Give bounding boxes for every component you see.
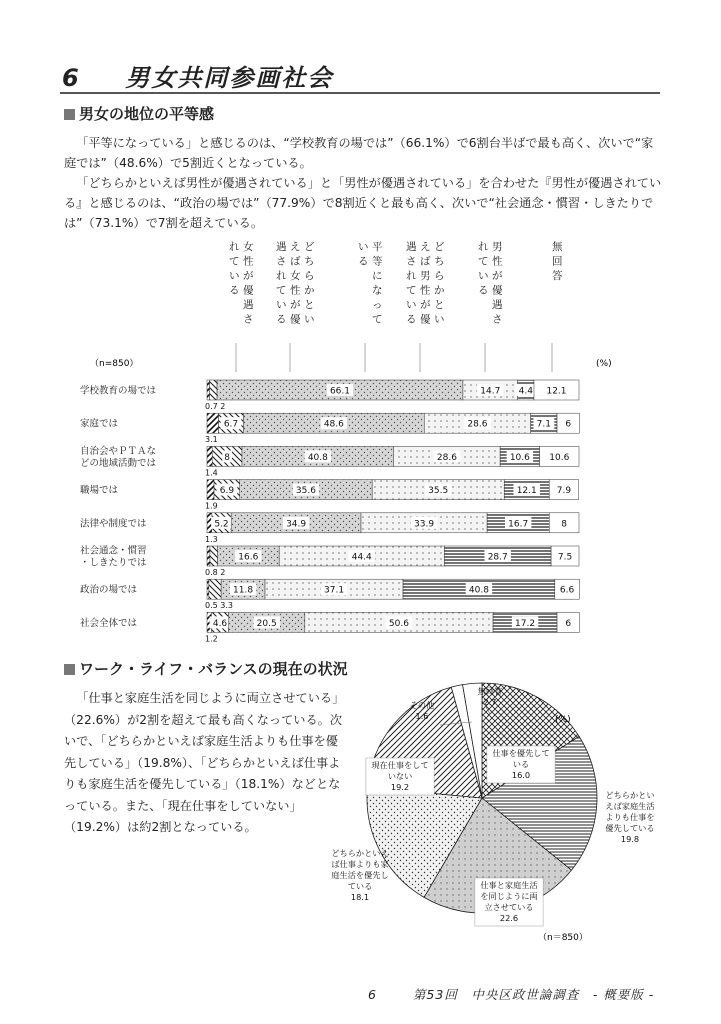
category-label: 法律や制度では bbox=[80, 518, 147, 530]
data-label: 1.2 bbox=[205, 634, 218, 644]
legend-entry bbox=[552, 240, 563, 372]
data-label: 1.3 bbox=[205, 534, 218, 544]
legend-label: 平等になっている bbox=[358, 241, 383, 326]
legend-entry bbox=[358, 241, 383, 372]
data-label: 12.1 bbox=[546, 386, 567, 397]
data-label: 37.1 bbox=[324, 585, 345, 596]
pie-label-text: 仕事を優先している 16.0 bbox=[492, 748, 550, 780]
section-number: 6 bbox=[62, 64, 81, 92]
page-number: 6 bbox=[368, 987, 377, 1002]
paragraph: 「どちらかといえば男性が優遇されている」と「男性が優遇されている」を合わせた『男性が優遇されている』と感じるのは、“政治の場では”（77.9%）で8割近くと最も高く、次いで“社会通念・慣習・しきたりでは”（73.1%）で7割を超えている。 bbox=[64, 176, 662, 230]
category-label: 学校教育の場では bbox=[80, 385, 157, 397]
data-label: 28.6 bbox=[436, 452, 457, 463]
data-label: 6.7 bbox=[223, 419, 239, 430]
data-label: 7.5 bbox=[557, 552, 573, 563]
pie-label-text: 仕事と家庭生活を同じように両立させている 22.6 bbox=[480, 880, 538, 923]
data-label: 16.7 bbox=[508, 519, 529, 530]
data-label: 0.5 3.3 bbox=[205, 601, 233, 611]
footer-title: 第53回 中央区政世論調査 - 概要版 - bbox=[412, 987, 655, 1002]
bar-segment bbox=[207, 579, 209, 599]
data-label: 40.8 bbox=[307, 452, 328, 463]
data-label: 6 bbox=[565, 419, 572, 430]
data-label: 5.2 bbox=[214, 519, 229, 530]
pie-label-text: どちらかといえば仕事よりも家庭生活を優先している 18.1 bbox=[331, 848, 389, 902]
data-label: 1.9 bbox=[205, 501, 218, 511]
data-label: 0.8 2 bbox=[205, 568, 226, 577]
data-label: 34.9 bbox=[286, 519, 307, 530]
pie-label bbox=[475, 878, 543, 926]
pie-label-text: その他 1.6 bbox=[409, 700, 435, 721]
data-label: 11.8 bbox=[233, 585, 254, 596]
unit-label: (%) bbox=[555, 715, 571, 725]
category-label: 家庭では bbox=[80, 418, 119, 430]
unit-label: (%) bbox=[596, 359, 612, 369]
data-label: 33.9 bbox=[414, 519, 435, 530]
data-label: 4.6 bbox=[212, 618, 228, 629]
data-label: 48.6 bbox=[323, 419, 344, 430]
legend-entry bbox=[478, 241, 503, 372]
legend-label: 女性が優遇されている bbox=[229, 241, 254, 326]
data-label: 6.6 bbox=[559, 585, 575, 596]
data-label: 28.6 bbox=[467, 419, 488, 430]
category-label: 職場では bbox=[80, 485, 119, 497]
bar-segment bbox=[209, 579, 221, 599]
data-label: 6 bbox=[565, 618, 572, 629]
legend-entry bbox=[229, 240, 254, 372]
pie-label-text: 現在仕事をしていない 19.2 bbox=[371, 760, 429, 792]
page-footer bbox=[368, 985, 654, 1003]
work-life-balance-pie-chart bbox=[300, 670, 680, 950]
paragraph: 「平等になっている」と感じるのは、“学校教育の場では”（66.1%）で6割台半ばで最も高く、次いで“家庭では”（48.6%）で5割近くとなっている。 bbox=[64, 136, 654, 170]
bar-segment bbox=[207, 446, 212, 466]
legend-label: どちらかといえば女性が優遇されている bbox=[276, 241, 315, 326]
bar-segment bbox=[207, 480, 214, 500]
data-label: 44.4 bbox=[351, 552, 372, 563]
subsection-title-status: 男女の地位の平等感 bbox=[64, 103, 214, 124]
bar-segment bbox=[207, 380, 210, 400]
data-label: 40.8 bbox=[468, 585, 489, 596]
pie-label bbox=[331, 848, 388, 902]
section-rule bbox=[60, 92, 660, 94]
data-label: 16.6 bbox=[238, 552, 259, 563]
subsection-title-wlb: ワーク・ライフ・バランスの現在の状況 bbox=[64, 658, 348, 679]
category-label: 社会全体では bbox=[80, 617, 138, 629]
data-label: 35.5 bbox=[428, 486, 449, 497]
data-label: 6.9 bbox=[219, 486, 235, 497]
pie-label-text: どちらかといえば家庭生活よりも仕事を優先している 19.8 bbox=[605, 790, 655, 844]
n-label: （n=850） bbox=[90, 359, 139, 369]
data-label: 50.6 bbox=[388, 618, 409, 629]
data-label: 20.5 bbox=[256, 618, 277, 629]
pie-label bbox=[366, 758, 434, 795]
bar-segment bbox=[207, 546, 210, 566]
data-label: 17.2 bbox=[515, 618, 536, 629]
category-label: 政治の場では bbox=[80, 584, 138, 596]
data-label: 10.6 bbox=[549, 452, 570, 463]
data-label: 1.4 bbox=[205, 468, 218, 478]
data-label: 8 bbox=[561, 519, 567, 530]
data-label: 7.9 bbox=[556, 486, 572, 497]
category-label: 社会通念・慣習・しきたりでは bbox=[80, 545, 147, 569]
bar-segment bbox=[207, 413, 219, 433]
pie-label-text: 無回答 2.7 bbox=[477, 686, 503, 707]
pie-label bbox=[487, 746, 555, 783]
square-bullet-icon bbox=[64, 664, 75, 675]
legend-entry bbox=[276, 241, 315, 372]
data-label: 35.6 bbox=[295, 486, 316, 497]
bar-segment bbox=[210, 546, 217, 566]
category-label: 自治会やＰＴＡなどの地域活動では bbox=[80, 445, 157, 469]
data-label: 66.1 bbox=[329, 386, 351, 397]
square-bullet-icon bbox=[64, 109, 75, 120]
data-label: 14.7 bbox=[480, 386, 501, 397]
data-label: 3.1 bbox=[205, 435, 218, 445]
data-label: 7.1 bbox=[536, 419, 552, 430]
status-paragraphs bbox=[64, 133, 664, 233]
data-label: 28.7 bbox=[487, 552, 508, 563]
legend-label: 無回答 bbox=[552, 241, 563, 282]
data-label: 4.4 bbox=[518, 386, 533, 397]
data-label: 0.7 2 bbox=[205, 402, 226, 411]
wlb-paragraph: 「仕事と家庭生活を同じように両立させている」（22.6%）が2割を超えて最も高くなっている。次いで、「どちらかといえば家庭生活よりも仕事を優先している」（19.8%）、「どちらかといえば仕事よりも家庭生活を優先している」（18.1%）などとなっている。また、「現在仕事をしていない」（19.2%）は約2割となっている。 bbox=[64, 691, 343, 834]
legend-label: 男性が優遇されている bbox=[478, 241, 503, 326]
n-label: （n＝850） bbox=[538, 933, 588, 943]
pie-label bbox=[605, 790, 654, 844]
legend-label: どちらかといえば男性が優遇されている bbox=[406, 241, 445, 326]
data-label: 12.1 bbox=[516, 486, 537, 497]
gender-equality-bar-chart bbox=[60, 238, 620, 650]
section-title-text: 男女共同参画社会 bbox=[125, 64, 334, 92]
bar-segment bbox=[210, 380, 217, 400]
data-label: 10.6 bbox=[509, 452, 530, 463]
data-label: 8 bbox=[224, 452, 230, 463]
legend-entry bbox=[406, 241, 445, 372]
section-title bbox=[62, 58, 333, 93]
